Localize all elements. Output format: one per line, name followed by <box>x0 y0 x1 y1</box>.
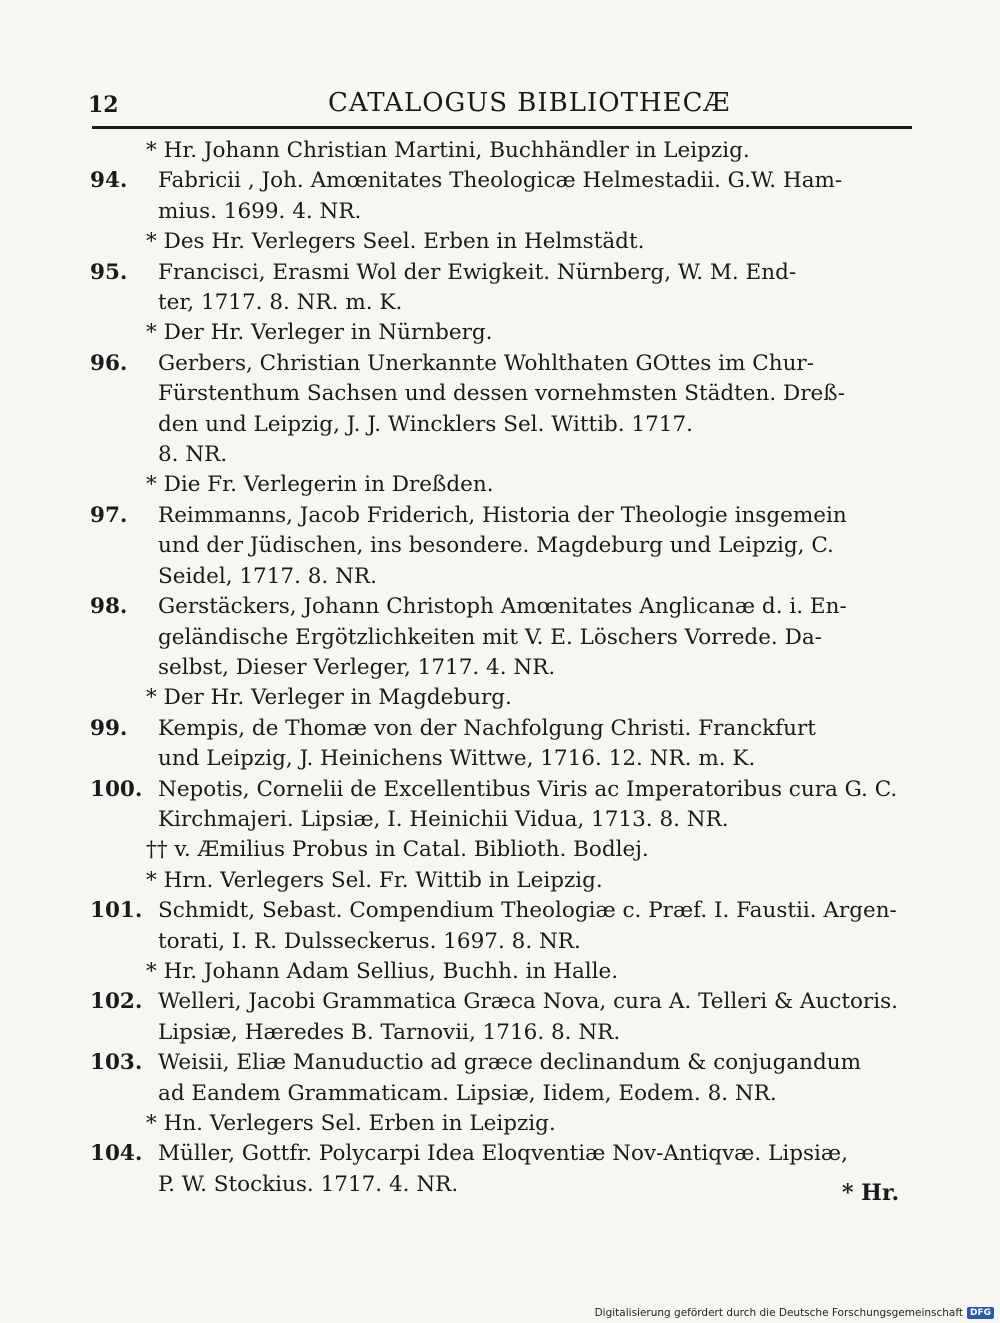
page-number: 12 <box>88 92 119 118</box>
publisher-note: * Der Hr. Verleger in Magdeburg. <box>146 685 512 711</box>
running-title: CATALOGUS BIBLIOTHECÆ <box>328 88 731 118</box>
entry-line: Schmidt, Sebast. Compendium Theologiæ c. Præf. I. Faustii. Argen- <box>158 898 897 924</box>
publisher-note: * Hn. Verlegers Sel. Erben in Leipzig. <box>146 1111 556 1136</box>
publisher-note: * Die Fr. Verlegerin in Dreßden. <box>146 472 494 498</box>
entry-line: torati, I. R. Dulsseckerus. 1697. 8. NR. <box>158 928 581 954</box>
entry-line: Seidel, 1717. 8. NR. <box>158 563 377 589</box>
entry-line: ad Eandem Grammaticam. Lipsiæ, Iidem, Eodem. 8. NR. <box>158 1080 777 1106</box>
catalog-body <box>90 136 920 1200</box>
entry-line: Gerstäckers, Johann Christoph Amœnitates Anglicanæ d. i. En- <box>158 594 847 620</box>
dfg-logo-icon: DFG <box>967 1307 994 1319</box>
entry-line: Welleri, Jacobi Grammatica Græca Nova, cura A. Telleri & Auctoris. <box>158 989 898 1015</box>
entry-line: ter, 1717. 8. NR. m. K. <box>158 290 403 316</box>
entry-line: Nepotis, Cornelii de Excellentibus Viris ac Imperatoribus cura G. C. <box>158 776 898 802</box>
catalog-entry <box>90 1139 920 1200</box>
entry-line: P. W. Stockius. 1717. 4. NR. <box>158 1171 459 1197</box>
catalog-entry <box>90 592 920 683</box>
publisher-note: * Des Hr. Verlegers Seel. Erben in Helmstädt. <box>146 229 645 255</box>
entry-line: 8. NR. <box>158 442 228 468</box>
entry-number: 104. <box>90 1141 143 1167</box>
entry-number: 97. <box>90 502 128 528</box>
entry-number: 96. <box>90 350 128 376</box>
catalog-entry <box>90 987 920 1048</box>
entry-line: Müller, Gottfr. Polycarpi Idea Eloqventiæ Nov-Antiqvæ. Lipsiæ, <box>158 1141 848 1167</box>
entry-line: mius. 1699. 4. NR. <box>158 198 362 224</box>
entry-line: Kempis, de Thomæ von der Nachfolgung Christi. Franckfurt <box>158 715 816 741</box>
entry-line: Kirchmajeri. Lipsiæ, I. Heinichii Vidua, 1713. 8. NR. <box>158 806 729 832</box>
entry-line: Francisci, Erasmi Wol der Ewigkeit. Nürnberg, W. M. End- <box>158 259 797 285</box>
entry-line: Reimmanns, Jacob Friderich, Historia der Theologie insgemein <box>158 502 847 528</box>
entry-number: 101. <box>90 898 143 924</box>
entry-number: 99. <box>90 715 128 741</box>
publisher-note: * Hrn. Verlegers Sel. Fr. Wittib in Leipzig. <box>146 867 603 893</box>
entry-number: 100. <box>90 776 143 802</box>
footer-text: Digitalisierung gefördert durch die Deutsche Forschungsgemeinschaft <box>594 1307 963 1319</box>
header-rule <box>92 126 912 129</box>
entry-number: 95. <box>90 259 128 285</box>
digitization-footer <box>595 1307 994 1319</box>
entry-number: 102. <box>90 989 143 1015</box>
entry-line: Lipsiæ, Hæredes B. Tarnovii, 1716. 8. NR. <box>158 1019 621 1045</box>
entry-number: 98. <box>90 594 128 620</box>
catalog-entry <box>90 775 920 836</box>
entry-line: und Leipzig, J. Heinichens Wittwe, 1716. 12. NR. m. K. <box>158 746 756 772</box>
catalog-entry <box>90 714 920 775</box>
catchword: * Hr. <box>842 1180 900 1206</box>
catalog-entry <box>90 501 920 592</box>
publisher-note: †† v. Æmilius Probus in Catal. Biblioth. Bodlej. <box>146 837 649 863</box>
entry-line: Weisii, Eliæ Manuductio ad græce declinandum & conjugandum <box>158 1050 861 1076</box>
publisher-note: * Hr. Johann Adam Sellius, Buchh. in Halle. <box>146 958 619 984</box>
entry-line: den und Leipzig, J. J. Wincklers Sel. Wittib. 1717. <box>158 411 693 437</box>
catalog-entry <box>90 896 920 957</box>
lead-note: * Hr. Johann Christian Martini, Buchhändler in Leipzig. <box>146 138 750 163</box>
catalog-entry <box>90 166 920 227</box>
entry-line: selbst, Dieser Verleger, 1717. 4. NR. <box>158 654 556 680</box>
entry-number: 103. <box>90 1050 143 1076</box>
entry-line: Fabricii , Joh. Amœnitates Theologicæ Helmestadii. G.W. Ham- <box>158 168 843 194</box>
catalog-entry <box>90 349 920 471</box>
entry-line: Fürstenthum Sachsen und dessen vornehmsten Städten. Dreß- <box>158 381 845 407</box>
entry-line: und der Jüdischen, ins besondere. Magdeburg und Leipzig, C. <box>158 533 834 559</box>
entry-line: geländische Ergötzlichkeiten mit V. E. Löschers Vorrede. Da- <box>158 624 822 650</box>
entry-number: 94. <box>90 168 128 194</box>
catalog-entry <box>90 258 920 319</box>
entry-line: Gerbers, Christian Unerkannte Wohlthaten GOttes im Chur- <box>158 350 814 376</box>
publisher-note: * Der Hr. Verleger in Nürnberg. <box>146 320 493 346</box>
catalog-entry <box>90 1048 920 1109</box>
page-header <box>88 86 908 126</box>
